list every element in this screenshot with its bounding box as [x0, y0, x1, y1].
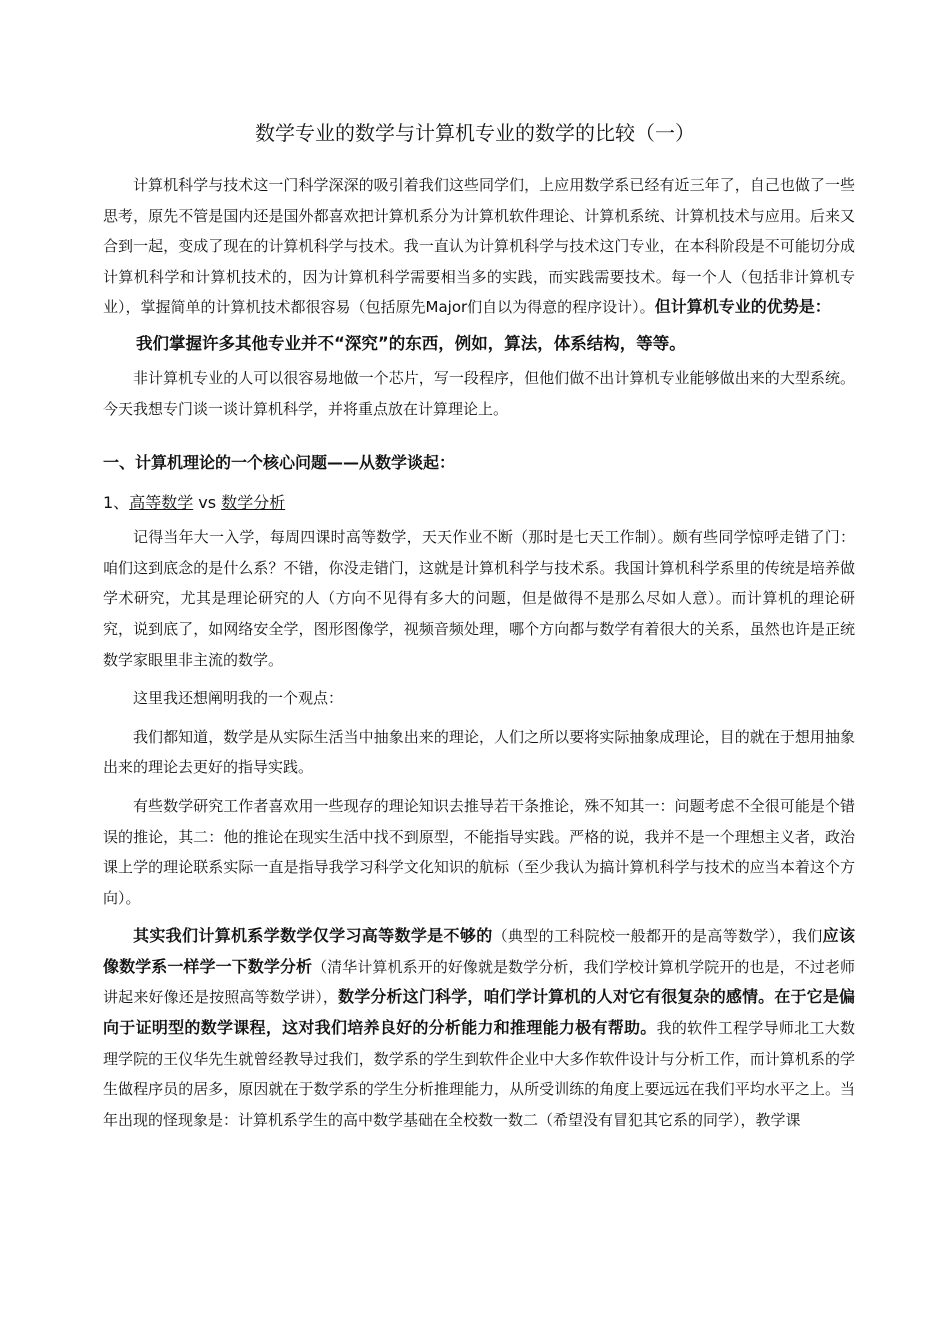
- intro-p1-bold: 但计算机专业的优势是：: [654, 297, 831, 317]
- document-title: 数学专业的数学与计算机专业的数学的比较（一）: [255, 121, 695, 145]
- section-1-paragraph-5: [103, 921, 855, 1135]
- p5-text-2: （清华计算机系开的好像就是数学分析，我们学校计算机学院开的也是，不过老师讲起来好像还是按照高等数学讲），: [103, 957, 855, 1007]
- subsection-1-term-b: 数学分析: [221, 493, 286, 513]
- intro-p1-text2: 们自以为得意的程序设计）。: [467, 298, 655, 317]
- p5-bold-2: 应该像数学系一样学一下数学分析: [103, 926, 855, 976]
- section-1-heading: 一、计算机理论的一个核心问题——从数学谈起：: [103, 453, 456, 473]
- section-1-paragraph-4: 有些数学研究工作者喜欢用一些现存的理论知识去推导若干条推论，殊不知其一：问题考虑不全很可能是个错误的推论，其二：他的推论在现实生活中找不到原型，不能指导实践。严格的说，我并不是一个理想主义者，政治课上学的理论联系实际一直是指导我学习科学文化知识的航标（至少我认为搞计算机科学与技术的应当本着这个方向）。: [103, 796, 855, 907]
- section-1-paragraph-3: 我们都知道，数学是从实际生活当中抽象出来的理论，人们之所以要将实际抽象成理论，目的就在于想用抽象出来的理论去更好的指导实践。: [103, 727, 855, 777]
- subsection-1-term-a: 高等数学: [129, 493, 194, 513]
- intro-paragraph-3: 非计算机专业的人可以很容易地做一个芯片，写一段程序，但他们做不出计算机专业能够做出来的大型系统。今天我想专门谈一谈计算机科学，并将重点放在计算理论上。: [103, 368, 855, 418]
- subsection-1-vs: vs: [193, 493, 222, 513]
- intro-paragraph-2-bold: 我们掌握许多其他专业并不“深究”的东西，例如，算法，体系结构，等等。: [136, 333, 686, 353]
- p5-text-1: （典型的工科院校一般都开的是高等数学），我们: [492, 927, 823, 946]
- intro-paragraph-1: [103, 170, 855, 323]
- subsection-1-heading: [103, 488, 855, 518]
- p5-text-3: 我的软件工程学导师北工大数理学院的王仪华先生就曾经教导过我们，数学系的学生到软件企业中大多作软件设计与分析工作，而计算机系的学生做程序员的居多，原因就在于数学系的学生分析推理能力，从所受训练的角度上要远远在我们平均水平之上。当年出现的怪现象是：计算机系学生的高中数学基础在全校数一数二（希望没有冒犯其它系的同学），教学课: [103, 1019, 855, 1129]
- section-1-paragraph-2: 这里我还想阐明我的一个观点：: [133, 689, 344, 708]
- subsection-1-prefix: 1、: [103, 493, 130, 513]
- p5-bold-3: 数学分析这门科学，咱们学计算机的人对它有很复杂的感情。在于它是偏向于证明型的数学课程，这对我们培养良好的分析能力和推理能力极有帮助。: [103, 987, 855, 1038]
- section-1-paragraph-1: 记得当年大一入学，每周四课时高等数学，天天作业不断（那时是七天工作制）。颇有些同学惊呼走错了门：咱们这到底念的是什么系？不错，你没走错门，这就是计算机科学与技术系。我国计算机科学系里的传统是培养做学术研究，尤其是理论研究的人（方向不见得有多大的问题，但是做得不是那么尽如人意）。而计算机的理论研究，说到底了，如网络安全学，图形图像学，视频音频处理，哪个方向都与数学有着很大的关系，虽然也许是正统数学家眼里非主流的数学。: [103, 528, 855, 669]
- p5-bold-1: 其实我们计算机系学数学仅学习高等数学是不够的: [133, 926, 493, 946]
- intro-p1-major: Major: [425, 298, 468, 317]
- intro-p1-text: 计算机科学与技术这一门科学深深的吸引着我们这些同学们，上应用数学系已经有近三年了，自己也做了一些思考，原先不管是国内还是国外都喜欢把计算机系分为计算机软件理论、计算机系统、计算机技术与应用。后来又合到一起，变成了现在的计算机科学与技术。我一直认为计算机科学与技术这门专业，在本科阶段是不可能切分成计算机科学和计算机技术的，因为计算机科学需要相当多的实践，而实践需要技术。每一个人（包括非计算机专业），掌握简单的计算机技术都很容易（包括原先: [103, 176, 855, 317]
- document-body: [103, 170, 855, 1135]
